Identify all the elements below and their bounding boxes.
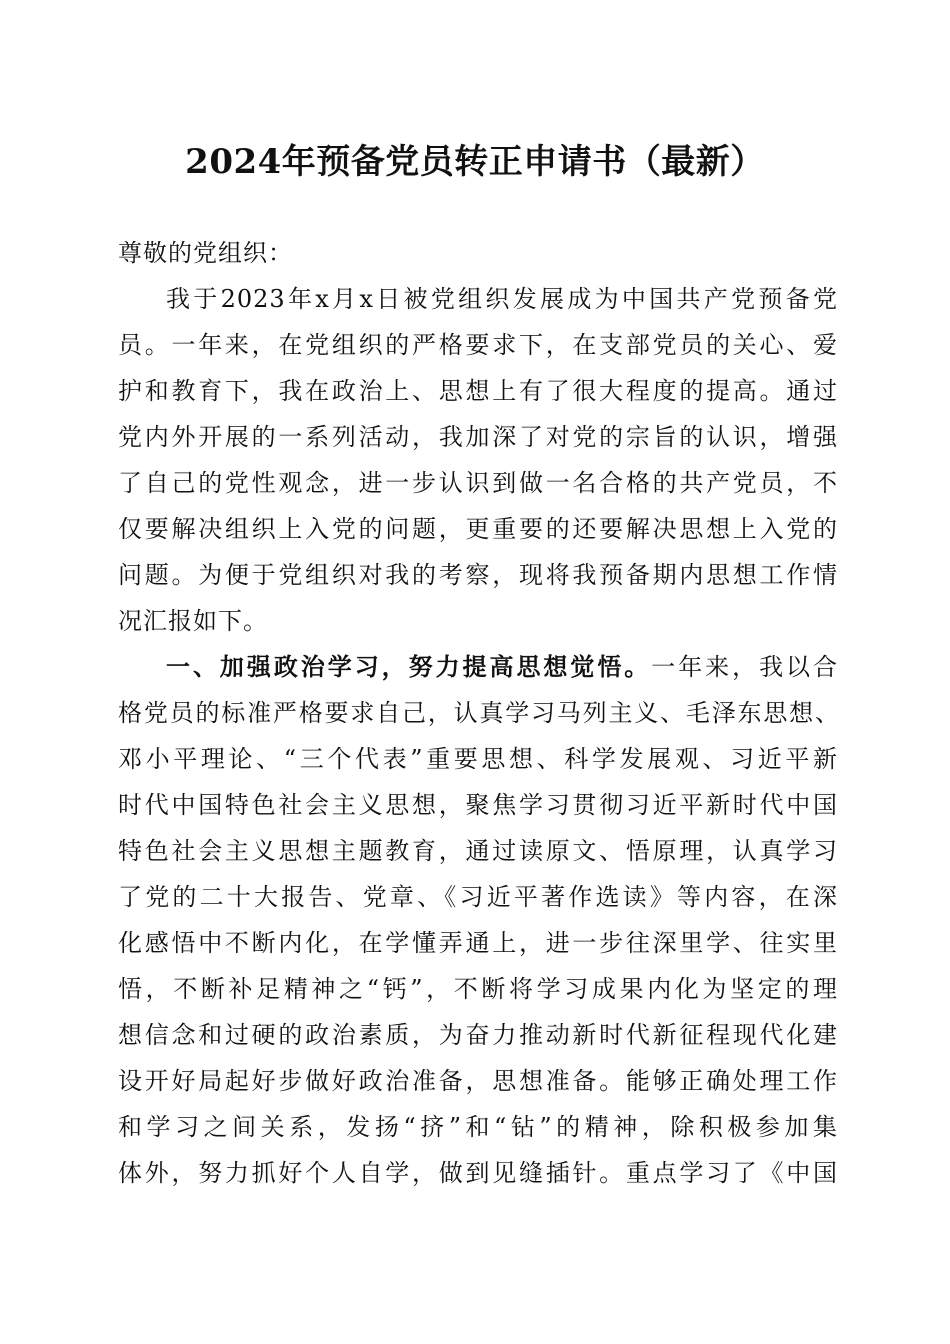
section-heading-line: [166, 649, 838, 685]
paragraph-line: 化感悟中不断内化，在学懂弄通上，进一步往深里学、往实里: [118, 929, 838, 957]
paragraph-line: 我于2023年x月x日被党组织发展成为中国共产党预备党: [166, 285, 838, 313]
section-heading-rest: 一年来，我以合: [651, 653, 838, 681]
paragraph-line: 了党的二十大报告、党章、《习近平著作选读》等内容，在深: [118, 883, 838, 911]
paragraph-line: 况汇报如下。: [118, 607, 268, 635]
paragraph-line: 格党员的标准严格要求自己，认真学习马列主义、毛泽东思想、: [118, 699, 840, 727]
paragraph-line: 员。一年来，在党组织的严格要求下，在支部党员的关心、爱: [118, 331, 838, 359]
paragraph-line: 问题。为便于党组织对我的考察，现将我预备期内思想工作情: [118, 561, 838, 589]
paragraph-line: 了自己的党性观念，进一步认识到做一名合格的共产党员，不: [118, 469, 838, 497]
salutation: 尊敬的党组织：: [118, 239, 293, 267]
paragraph-line: 党内外开展的一系列活动，我加深了对党的宗旨的认识，增强: [118, 423, 838, 451]
paragraph-line: 设开好局起好步做好政治准备，思想准备。能够正确处理工作: [118, 1067, 838, 1095]
paragraph-line: 护和教育下，我在政治上、思想上有了很大程度的提高。通过: [118, 377, 838, 405]
paragraph-line: 仅要解决组织上入党的问题，更重要的还要解决思想上入党的: [118, 515, 838, 543]
paragraph-line: 体外，努力抓好个人自学，做到见缝插针。重点学习了《中国: [118, 1159, 838, 1187]
section-heading: 一、加强政治学习，努力提高思想觉悟。: [166, 652, 652, 681]
paragraph-line: 悟，不断补足精神之“钙”，不断将学习成果内化为坚定的理: [118, 975, 838, 1003]
paragraph-line: 邓小平理论、“三个代表”重要思想、科学发展观、习近平新: [118, 745, 838, 773]
paragraph-line: 时代中国特色社会主义思想，聚焦学习贯彻习近平新时代中国: [118, 791, 838, 819]
paragraph-line: 特色社会主义思想主题教育，通过读原文、悟原理，认真学习: [118, 837, 838, 865]
paragraph-line: 想信念和过硬的政治素质，为奋力推动新时代新征程现代化建: [118, 1021, 838, 1049]
paragraph-line: 和学习之间关系，发扬“挤”和“钻”的精神，除积极参加集: [118, 1113, 838, 1141]
document-title: 2024年预备党员转正申请书（最新）: [185, 142, 765, 182]
